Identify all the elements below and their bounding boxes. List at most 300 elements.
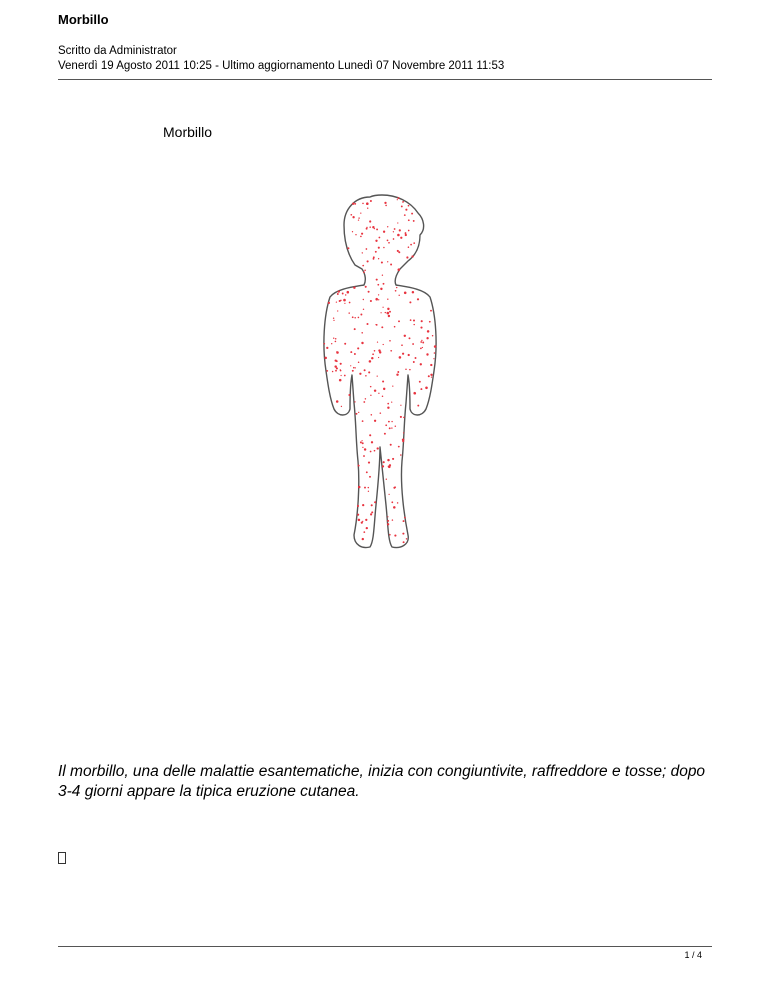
rash-dot (408, 205, 410, 207)
rash-dot (362, 265, 364, 267)
rash-dot (405, 234, 407, 236)
rash-dot (352, 231, 353, 232)
rash-dot (397, 371, 399, 373)
rash-dot (371, 511, 373, 513)
rash-dot (397, 199, 398, 200)
rash-dot (366, 228, 368, 230)
missing-glyph-box (58, 852, 66, 864)
rash-dot (422, 342, 424, 344)
rash-dot (340, 375, 341, 376)
rash-dot (374, 501, 376, 503)
rash-dot (392, 385, 393, 386)
rash-dot (376, 279, 378, 281)
rash-dot (353, 367, 355, 369)
rash-dots (323, 197, 436, 543)
rash-dot (413, 220, 415, 222)
rash-dot (386, 479, 387, 480)
rash-dot (393, 487, 395, 489)
rash-dot (358, 412, 359, 413)
rash-dot (364, 369, 366, 371)
rash-dot (405, 368, 407, 370)
rash-dot (382, 465, 384, 467)
rash-dot (372, 353, 374, 355)
rash-dot (363, 531, 365, 533)
rash-dot (370, 386, 372, 388)
rash-dot (367, 260, 369, 262)
rash-dot (365, 375, 367, 377)
rash-dot (388, 242, 390, 244)
rash-dot (355, 234, 356, 235)
rash-dot (344, 303, 345, 304)
rash-dot (366, 471, 368, 473)
rash-dot (420, 341, 422, 343)
rash-dot (324, 357, 327, 360)
rash-dot (382, 380, 384, 382)
rash-dot (387, 312, 390, 315)
rash-dot (400, 405, 401, 406)
rash-dot (408, 354, 410, 356)
rash-dot (361, 440, 362, 441)
rash-dot (344, 343, 346, 345)
rash-dot (387, 459, 389, 461)
rash-dot (335, 338, 337, 340)
rash-dot (409, 301, 411, 303)
rash-dot (343, 299, 346, 302)
rash-dot (333, 320, 334, 321)
rash-dot (328, 302, 330, 304)
rash-dot (398, 268, 401, 271)
rash-dot (413, 242, 415, 244)
rash-dot (336, 301, 337, 302)
rash-dot (341, 406, 342, 407)
rash-dot (366, 527, 368, 529)
rash-dot (390, 264, 392, 266)
rash-dot (371, 504, 373, 506)
rash-dot (434, 345, 437, 348)
rash-dot (367, 208, 368, 209)
rash-dot (358, 465, 360, 467)
rash-dot (403, 541, 405, 543)
rash-dot (350, 214, 352, 216)
rash-dot (383, 388, 385, 390)
rash-dot (406, 256, 408, 258)
rash-dot (339, 379, 342, 382)
rash-dot (368, 371, 370, 373)
rash-dot (382, 275, 383, 276)
rash-dot (383, 344, 384, 345)
rash-dot (366, 202, 369, 205)
rash-dot (419, 381, 421, 383)
rash-dot (357, 505, 359, 507)
rash-dot (383, 461, 385, 463)
rash-dot (361, 233, 363, 235)
rash-dot (432, 335, 433, 336)
rash-dot (420, 363, 422, 365)
rash-dot (377, 375, 378, 376)
rash-dot (385, 312, 386, 313)
rash-dot (377, 447, 379, 449)
rash-dot (403, 417, 405, 419)
rash-dot (354, 353, 356, 355)
rash-dot (393, 231, 394, 232)
rash-dot (333, 338, 334, 339)
rash-dot (413, 324, 414, 325)
rash-dot (394, 326, 396, 328)
rash-dot (358, 362, 360, 364)
rash-dot (354, 317, 356, 319)
page-number: 1 / 4 (684, 950, 702, 960)
rash-dot (413, 319, 415, 321)
rash-dot (364, 448, 366, 450)
rash-dot (363, 299, 364, 300)
rash-dot (354, 401, 355, 402)
rash-dot (427, 330, 430, 333)
rash-dot (374, 389, 376, 391)
rash-dot (391, 421, 392, 422)
rash-dot (391, 501, 393, 503)
rash-dot (391, 401, 392, 402)
rash-dot (335, 370, 337, 372)
rash-dot (393, 506, 396, 509)
rash-dot (350, 365, 351, 366)
rash-dot (369, 220, 371, 222)
rash-dot (370, 513, 372, 515)
rash-dot (396, 287, 397, 288)
rash-dot (336, 367, 338, 369)
rash-dot (370, 200, 372, 202)
rash-dot (397, 222, 398, 223)
rash-dot (397, 250, 399, 252)
rash-dot (380, 412, 382, 414)
rash-dot (383, 283, 385, 285)
rash-dot (393, 238, 395, 240)
rash-dot (361, 332, 363, 334)
author-line: Scritto da Administrator (58, 45, 177, 57)
rash-dot (362, 447, 363, 448)
rash-dot (388, 315, 390, 317)
rash-dot (362, 504, 364, 506)
rash-dot (347, 291, 350, 294)
rash-dot (368, 491, 369, 492)
rash-dot (363, 309, 364, 310)
rash-dot (397, 234, 400, 237)
rash-dot (360, 212, 361, 213)
rash-dot (411, 213, 413, 215)
rash-dot (375, 251, 377, 253)
rash-dot (342, 293, 344, 295)
rash-dot (413, 392, 416, 395)
rash-dot (420, 388, 422, 390)
rash-dot (392, 458, 394, 460)
rash-dot (430, 364, 432, 366)
rash-dot (405, 209, 407, 211)
rash-dot (403, 432, 404, 433)
rash-dot (352, 203, 354, 205)
rash-dot (378, 258, 379, 259)
rash-dot (398, 446, 400, 448)
rash-dot (348, 312, 349, 313)
rash-dot (387, 523, 389, 525)
rash-dot (420, 348, 422, 350)
rash-dot (326, 370, 328, 372)
rash-dot (372, 226, 374, 228)
rash-dot (363, 455, 365, 457)
rash-dot (375, 240, 377, 242)
rash-dot (389, 340, 391, 342)
rash-dot (406, 538, 407, 539)
rash-dot (371, 414, 373, 416)
rash-dot (402, 353, 404, 355)
rash-dot (333, 317, 334, 318)
rash-dot (366, 323, 368, 325)
rash-dot (391, 427, 392, 428)
rash-dot (408, 230, 410, 232)
rash-dot (340, 370, 342, 372)
rash-dot (358, 317, 360, 319)
rash-dot (408, 219, 410, 221)
rash-dot (337, 293, 339, 295)
rash-dot (335, 359, 337, 361)
rash-dot (390, 350, 392, 352)
rash-dot (400, 237, 402, 239)
measles-child-illustration (300, 185, 460, 557)
rash-dot (384, 433, 386, 435)
rash-dot (388, 421, 390, 423)
rash-dot (402, 438, 405, 441)
rash-dot (378, 247, 380, 249)
rash-dot (368, 291, 370, 293)
rash-dot (412, 343, 414, 345)
rash-dot (415, 357, 417, 359)
rash-dot (387, 261, 388, 262)
rash-dot (387, 240, 389, 242)
rash-dot (354, 328, 356, 330)
rash-dot (340, 363, 342, 365)
rash-dot (389, 464, 391, 466)
rash-dot (323, 343, 325, 345)
rash-dot (370, 451, 372, 453)
rash-dot (364, 270, 366, 272)
rash-dot (417, 298, 419, 300)
rash-dot (396, 373, 398, 375)
rash-dot (434, 352, 436, 354)
rash-dot (349, 302, 351, 304)
rash-dot (422, 347, 423, 348)
rash-dot (387, 516, 388, 517)
rash-dot (378, 294, 379, 295)
rash-dot (331, 343, 332, 344)
rash-dot (358, 217, 359, 218)
rash-dot (350, 351, 352, 353)
rash-dot (347, 247, 349, 249)
rash-dot (340, 300, 341, 301)
rash-dot (398, 251, 400, 253)
rash-dot (395, 425, 396, 426)
rash-dot (337, 310, 338, 311)
rash-dot (409, 369, 411, 371)
rash-dot (426, 337, 428, 339)
rash-dot (377, 341, 378, 342)
rash-dot (429, 321, 431, 323)
rash-dot (354, 203, 356, 205)
rash-dot (369, 434, 371, 436)
rash-dot (376, 324, 378, 326)
rash-dot (369, 360, 372, 363)
rash-dot (431, 376, 432, 377)
rash-dot (378, 357, 379, 358)
rash-dot (433, 358, 434, 359)
rash-dot (389, 534, 391, 536)
rash-dot (355, 367, 356, 368)
rash-dot (374, 350, 376, 352)
rash-dot (395, 290, 397, 292)
rash-dot (370, 300, 372, 302)
rash-dot (371, 441, 373, 443)
rash-dot (378, 299, 379, 300)
date-line: Venerdì 19 Agosto 2011 10:25 - Ultimo aggiornamento Lunedì 07 Novembre 2011 11:53 (58, 60, 505, 72)
rash-dot (362, 252, 363, 253)
rash-dot (425, 387, 428, 390)
rash-dot (366, 248, 368, 250)
rash-dot (392, 519, 393, 520)
rash-dot (368, 462, 370, 464)
rash-dot (344, 375, 346, 377)
rash-dot (326, 347, 328, 349)
rash-dot (430, 310, 432, 312)
article-meta (58, 44, 504, 74)
rash-dot (413, 361, 415, 363)
rash-dot (378, 393, 379, 394)
rash-dot (356, 413, 358, 415)
rash-dot (381, 261, 383, 263)
rash-dot (394, 535, 396, 537)
rash-dot (421, 320, 423, 322)
rash-dot (360, 314, 362, 316)
rash-dot (398, 295, 399, 296)
rash-dot (402, 201, 403, 202)
rash-dot (401, 205, 403, 207)
rash-dot (369, 476, 371, 478)
rash-dot (348, 394, 350, 396)
rash-dot (361, 342, 363, 344)
rash-dot (362, 203, 364, 205)
rash-dot (352, 370, 354, 372)
rash-dot (389, 427, 391, 429)
rash-dot (399, 356, 402, 359)
document-title: Morbillo (58, 12, 109, 27)
rash-dot (430, 374, 432, 376)
rash-dot (421, 340, 422, 341)
rash-dot (390, 444, 392, 446)
rash-dot (376, 228, 378, 230)
rash-dot (370, 395, 371, 396)
rash-dot (371, 357, 373, 359)
rash-dot (378, 237, 380, 239)
rash-dot (405, 232, 407, 234)
rash-dot (352, 316, 354, 318)
rash-dot (383, 247, 385, 249)
rash-dot (412, 291, 414, 293)
rash-dot (365, 519, 367, 521)
rash-dot (388, 494, 389, 495)
rash-dot (365, 286, 367, 288)
rash-dot (368, 487, 369, 488)
intro-paragraph: Il morbillo, una delle malattie esantematiche, inizia con congiuntivite, raffreddore e tosse; dopo 3-4 giorni appare la tipica eruzione cutanea. (58, 763, 706, 800)
rash-dot (402, 533, 404, 535)
rash-dot (362, 442, 364, 444)
rash-dot (389, 311, 391, 313)
rash-dot (352, 216, 354, 218)
rash-dot (385, 205, 387, 207)
rash-dot (387, 308, 389, 310)
rash-dot (375, 298, 378, 301)
rash-dot (358, 486, 361, 489)
rash-dot (398, 197, 400, 199)
rash-dot (360, 236, 362, 238)
rash-dot (400, 416, 402, 418)
rash-dot (387, 403, 389, 405)
rash-dot (374, 420, 376, 422)
rash-dot (387, 406, 389, 408)
rash-dot (400, 454, 402, 456)
rash-dot (383, 231, 385, 233)
rash-dot (385, 424, 387, 426)
rash-dot (363, 271, 365, 273)
rash-dot (408, 246, 410, 248)
rash-dot (394, 228, 396, 230)
rash-dot (362, 420, 364, 422)
rash-dot (359, 373, 361, 375)
rash-dot (404, 335, 406, 337)
rash-dot (380, 312, 381, 313)
rash-dot (362, 538, 364, 540)
rash-dot (399, 229, 401, 231)
rash-dot (387, 298, 388, 299)
rash-dot (382, 396, 384, 398)
rash-dot (369, 226, 371, 228)
rash-dot (403, 520, 405, 522)
rash-dot (404, 517, 406, 519)
rash-dot (426, 353, 428, 355)
header-divider (58, 79, 712, 80)
rash-dot (382, 307, 383, 308)
rash-dot (401, 344, 403, 346)
rash-dot (410, 319, 412, 321)
rash-dot (387, 520, 389, 522)
rash-dot (362, 521, 363, 522)
rash-dot (363, 401, 365, 403)
rash-dot (381, 326, 383, 328)
rash-dot (335, 341, 337, 343)
rash-dot (411, 255, 413, 257)
rash-dot (397, 502, 399, 504)
rash-dot (410, 244, 412, 246)
rash-dot (358, 219, 359, 220)
rash-dot (358, 519, 361, 522)
rash-dot (353, 286, 355, 288)
rash-dot (357, 347, 359, 349)
rash-dot (373, 258, 375, 260)
rash-dot (380, 288, 382, 290)
rash-dot (404, 214, 406, 216)
rash-dot (365, 398, 366, 399)
rash-dot (379, 351, 381, 353)
rash-dot (336, 351, 337, 352)
rash-dot (357, 514, 359, 516)
rash-dot (345, 294, 346, 295)
rash-dot (374, 450, 376, 452)
rash-dot (398, 320, 400, 322)
